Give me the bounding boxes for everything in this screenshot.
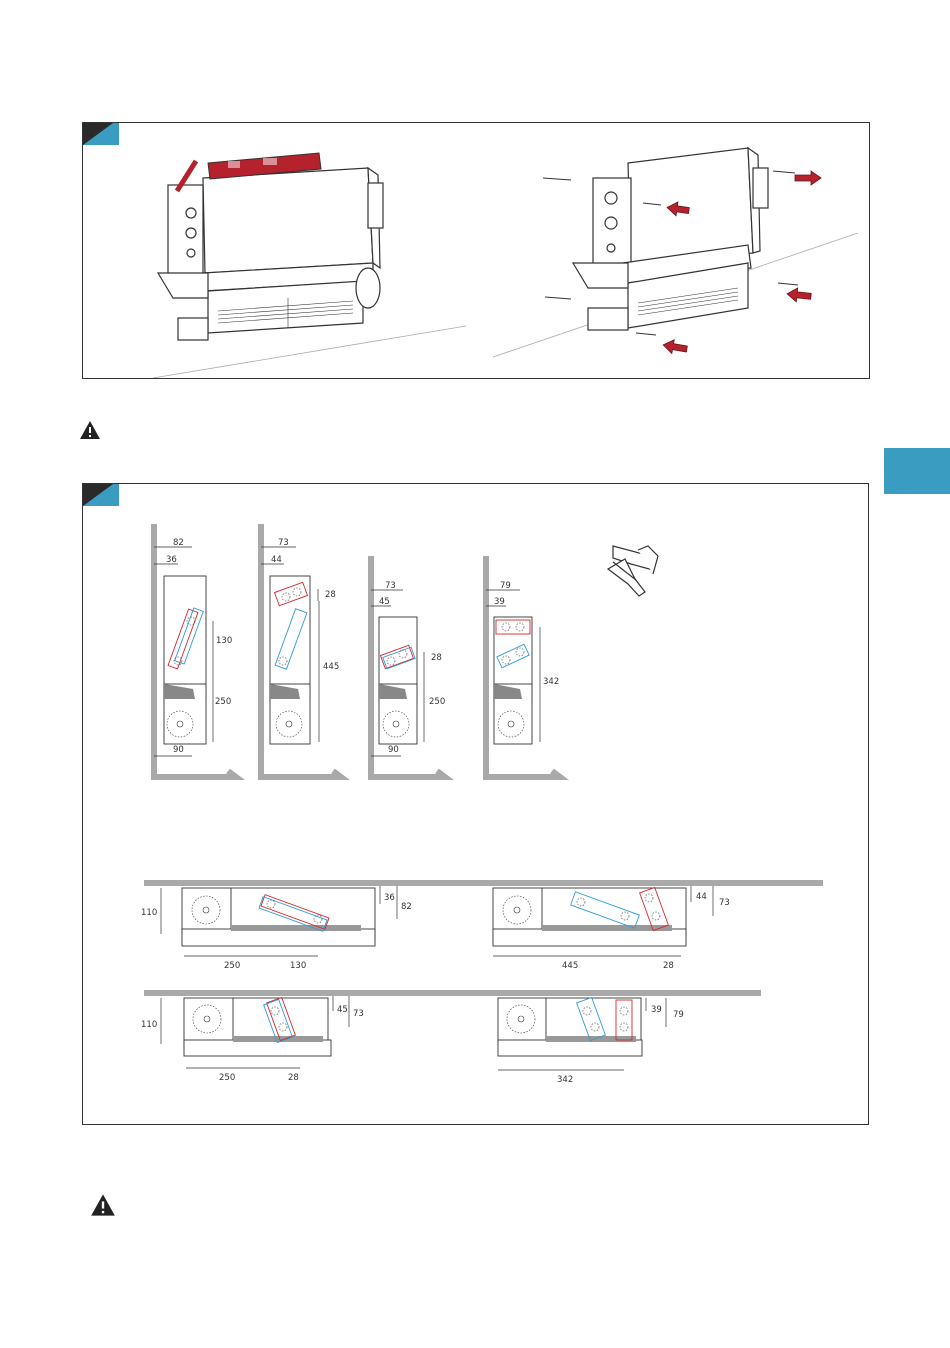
vertical-diagram-3 xyxy=(371,556,445,777)
dim-28: 28 xyxy=(325,590,336,600)
vertical-diagram-2 xyxy=(261,524,341,777)
fan-coil-unit-left xyxy=(158,168,383,340)
mounting-figure xyxy=(82,122,870,379)
dim-79: 79 xyxy=(673,1010,684,1020)
dim-445: 445 xyxy=(323,662,340,672)
dim-250: 250 xyxy=(215,697,232,707)
vertical-diagram-1 xyxy=(154,524,236,777)
dim-130: 130 xyxy=(290,961,307,971)
dim-73: 73 xyxy=(353,1009,364,1019)
vertical-diagram-4 xyxy=(486,556,560,777)
horizontal-diagram-4 xyxy=(498,997,684,1085)
dim-44: 44 xyxy=(271,555,282,565)
connection-dimensions-figure xyxy=(82,483,869,1125)
dim-39: 39 xyxy=(651,1005,662,1015)
dim-28: 28 xyxy=(431,653,442,663)
dim-445: 445 xyxy=(562,961,579,971)
dim-44: 44 xyxy=(696,892,707,902)
dim-130: 130 xyxy=(216,636,233,646)
warning-icon xyxy=(79,420,101,440)
dim-45: 45 xyxy=(379,597,390,607)
dim-28: 28 xyxy=(288,1073,299,1083)
dim-250: 250 xyxy=(219,1073,236,1083)
dim-73: 73 xyxy=(719,898,730,908)
horizontal-diagram-2 xyxy=(377,880,823,971)
fan-coil-unit-right xyxy=(573,148,768,330)
dim-39: 39 xyxy=(494,597,505,607)
section-tab xyxy=(884,448,950,494)
horizontal-diagram-1 xyxy=(141,880,412,971)
dim-90: 90 xyxy=(173,745,184,755)
dim-73: 73 xyxy=(385,581,396,591)
warning-icon xyxy=(90,1193,116,1217)
dim-110: 110 xyxy=(141,908,158,918)
dim-45: 45 xyxy=(337,1005,348,1015)
dim-342: 342 xyxy=(543,677,560,687)
dim-90: 90 xyxy=(388,745,399,755)
dim-36: 36 xyxy=(384,893,395,903)
horizontal-diagram-3 xyxy=(141,990,761,1083)
dim-110: 110 xyxy=(141,1020,158,1030)
pipe-wrench-icon xyxy=(608,546,658,596)
dim-28: 28 xyxy=(663,961,674,971)
dim-342: 342 xyxy=(557,1075,574,1085)
dim-79: 79 xyxy=(500,581,511,591)
dim-82: 82 xyxy=(401,902,412,912)
dim-73: 73 xyxy=(278,538,289,548)
dim-36: 36 xyxy=(166,555,177,565)
dim-250: 250 xyxy=(429,697,446,707)
dim-250: 250 xyxy=(224,961,241,971)
dim-82: 82 xyxy=(173,538,184,548)
